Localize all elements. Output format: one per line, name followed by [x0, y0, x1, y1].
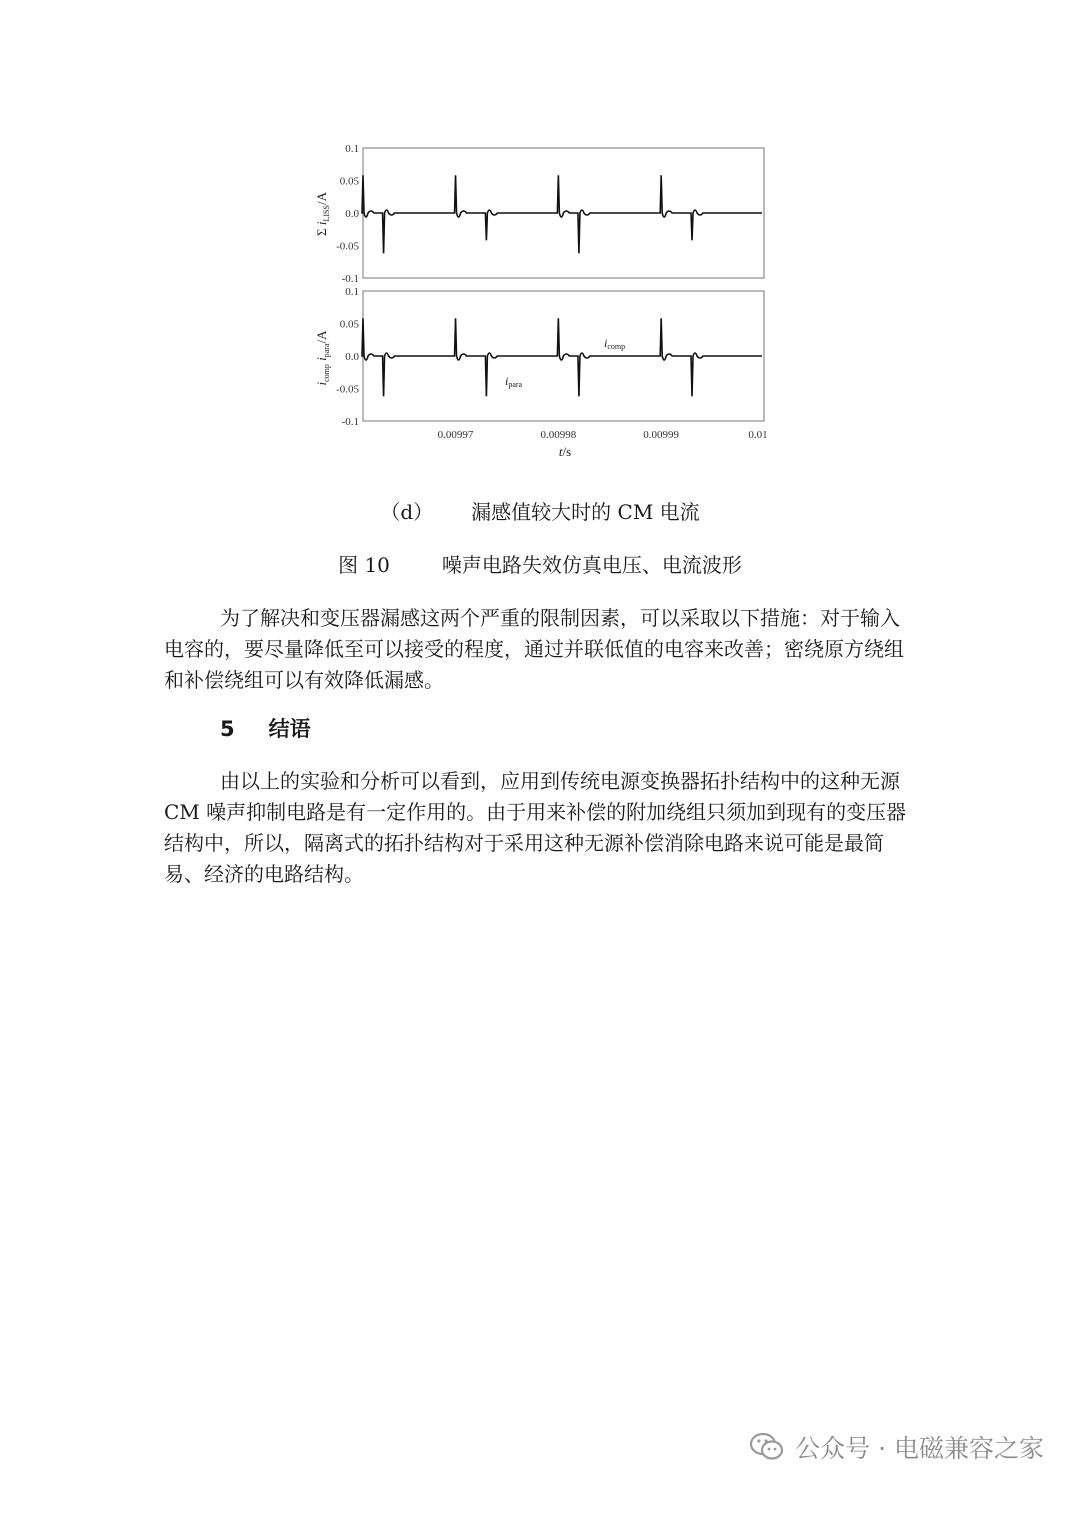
x-tick-label: 0.00998: [540, 429, 577, 441]
top-waveform-series: [362, 175, 762, 253]
x-axis-label: t/s: [558, 444, 572, 459]
y-tick-label: 0.0: [345, 208, 359, 220]
paragraph-conclusion: 由以上的实验和分析可以看到，应用到传统电源变换器拓扑结构中的这种无源 CM 噪声抑制电路是有一定作用的。由于用来补偿的附加绕组只须加到现有的变压器结构中，所以，隔离式的拓扑结构对于采用这种无源补偿消除电路来说可能是最简易、经济的电路结构。: [164, 769, 907, 886]
top-ylabel-unit: /A: [314, 192, 329, 206]
top-y-tick-labels: [336, 143, 359, 285]
bot-ylabel-unit: /A: [314, 330, 329, 344]
section-number: 5: [220, 717, 235, 741]
annotation-i-para: ipara: [505, 374, 523, 389]
bottom-y-axis-label: [314, 330, 331, 386]
y-tick-label: -0.1: [341, 416, 359, 428]
subfigure-text: 漏感值较大时的 CM 电流: [471, 500, 700, 524]
y-tick-label: -0.05: [336, 383, 359, 396]
figure-caption: [0, 549, 1080, 578]
y-tick-label: -0.1: [341, 273, 359, 285]
figure-title: 噪声电路失效仿真电压、电流波形: [441, 553, 742, 577]
top-y-axis-label: [314, 191, 331, 236]
sigma-symbol: Σ: [314, 228, 329, 236]
x-tick-label: 0.00999: [643, 429, 680, 441]
waveform-figure: [300, 138, 780, 468]
bottom-waveform-series: [362, 318, 762, 396]
paragraph-measures: 为了解决和变压器漏感这两个严重的限制因素，可以采取以下措施：对于输入电容的，要尽量降低至可以接受的程度，通过并联低值的电容来改善；密绕原方绕组和补偿绕组可以有效降低漏感。: [164, 606, 904, 692]
watermark-text: 公众号 · 电磁兼容之家: [795, 1434, 1044, 1463]
x-tick-labels: [438, 429, 768, 441]
bot-ylabel-i1: i: [314, 381, 329, 386]
subfigure-label: （d）: [380, 500, 434, 524]
watermark: [749, 1427, 1044, 1467]
wechat-icon: [749, 1431, 785, 1463]
bot-ylabel-i2: i: [314, 357, 329, 361]
top-panel: [314, 143, 764, 285]
y-tick-label: 0.05: [339, 318, 359, 331]
bot-ylabel-sub2: para: [322, 343, 331, 358]
section-heading: [220, 713, 311, 743]
x-tick-label: 0.00997: [437, 429, 474, 441]
x-tick-label: 0.01: [748, 429, 768, 441]
figure-number: 图 10: [338, 553, 390, 577]
bottom-panel: [314, 286, 768, 459]
top-ylabel-sub: LISS: [322, 205, 331, 222]
top-ylabel-i: i: [314, 221, 329, 226]
bottom-y-tick-labels: [336, 286, 359, 428]
y-tick-label: 0.0: [345, 351, 359, 363]
y-tick-label: 0.05: [339, 175, 359, 188]
annotation-i-comp: icomp: [604, 336, 626, 351]
bot-ylabel-sub1: comp: [322, 364, 331, 382]
subfigure-caption: [0, 496, 1080, 525]
section-title: 结语: [268, 717, 311, 741]
y-tick-label: 0.1: [345, 286, 359, 298]
y-tick-label: 0.1: [345, 143, 359, 155]
y-tick-label: -0.05: [336, 240, 359, 253]
